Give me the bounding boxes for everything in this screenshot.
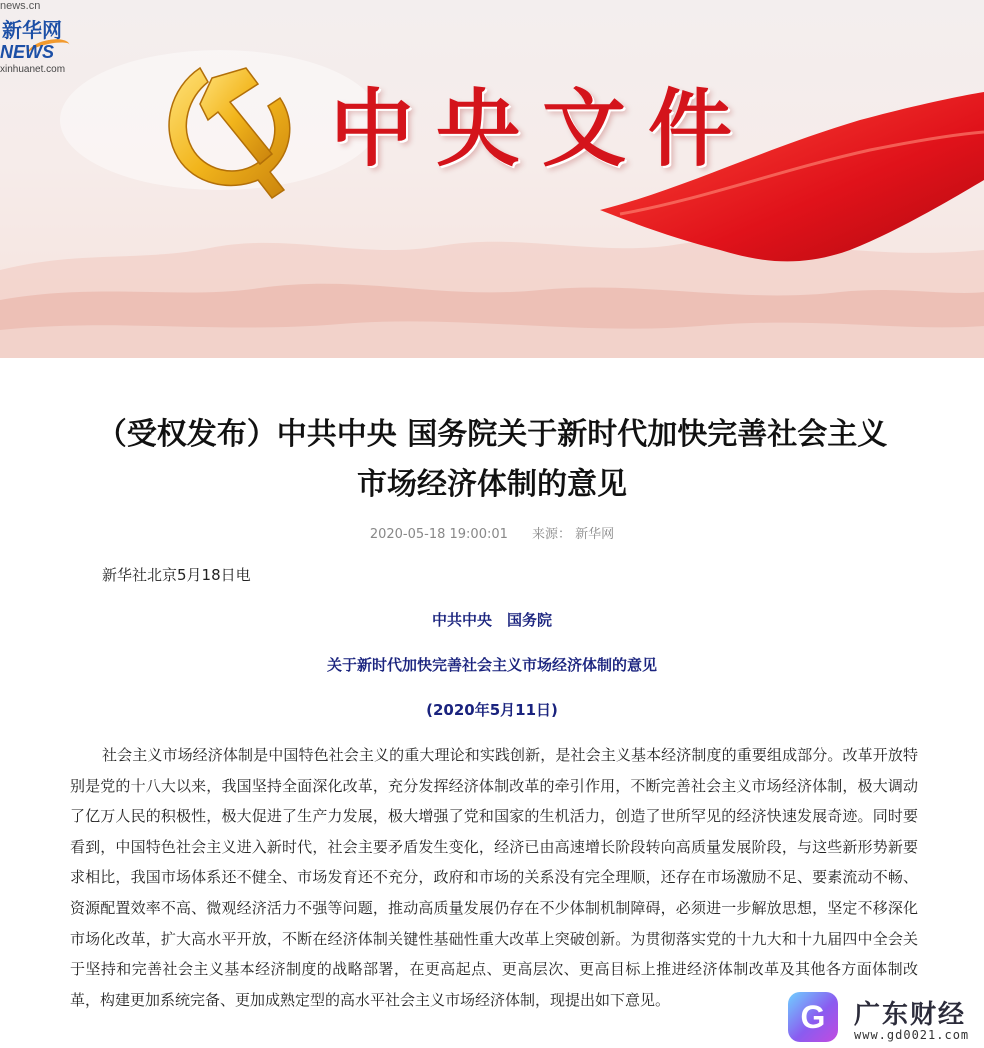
watermark-url: www.gd0021.com — [854, 1028, 970, 1042]
article-paragraph: 社会主义市场经济体制是中国特色社会主义的重大理论和实践创新，是社会主义基本经济制度的重要组成部分。改革开放特别是党的十八大以来，我国坚持全面深化改革，充分发挥经济体制改革的牵引作用，不断完善社会主义市场经济体制，极大调动了亿万人民的积极性，极大促进了生产力发展，极大增强了党和国家的生机活力，创造了世所罕见的经济快速发展奇迹。同时要看到，中国特色社会主义进入新时代，社会主要矛盾发生变化，经济已由高速增长阶段转向高质量发展阶段，与这些新形势新要求相比，我国市场体系还不健全、市场发育还不充分，政府和市场的关系没有完全理顺，还存在市场激励不足、要素流动不畅、资源配置效率不高、微观经济活力不强等问题，推动高质量发展仍存在不少体制机制障碍，必须进一步解放思想，坚定不移深化市场化改革，扩大高水平开放，不断在经济体制关键性基础性重大改革上突破创新。为贯彻落实党的十九大和十九届四中全会关于坚持和完善社会主义基本经济制度的战略部署，在更高起点、更高层次、更高目标上推进经济体制改革及其他各方面体制改革，构建更加系统完备、更加成熟定型的高水平社会主义市场经济体制，现提出如下意见。 — [70, 746, 918, 1009]
publish-datetime: 2020-05-18 19:00:01 — [369, 527, 508, 542]
xinhuanet-logo[interactable] — [0, 0, 80, 78]
document-issuer: 中共中央 国务院 — [431, 611, 552, 629]
article-meta — [0, 523, 984, 542]
logo-name-en: NEWS — [0, 42, 54, 62]
gd0021-watermark — [788, 992, 984, 1048]
article-source: 来源： 新华网 — [532, 527, 615, 542]
banner-title: 中央文件 — [330, 79, 755, 178]
article-title-line1: （受权发布）中共中央 国务院关于新时代加快完善社会主义 — [96, 417, 888, 452]
document-date: (2020年5月11日) — [426, 701, 558, 719]
logo-url-bottom: xinhuanet.com — [0, 64, 66, 75]
gd0021-logo-icon: G — [788, 992, 838, 1042]
logo-url-top: news.cn — [0, 0, 41, 12]
header-banner — [0, 0, 984, 358]
dateline: 新华社北京5月18日电 — [102, 566, 251, 584]
article-title-line2: 市场经济体制的意见 — [357, 467, 627, 502]
article-title — [40, 410, 944, 510]
logo-name-cn: 新华网 — [2, 18, 62, 42]
watermark-name: 广东财经 — [854, 1000, 967, 1030]
document-title: 关于新时代加快完善社会主义市场经济体制的意见 — [326, 656, 657, 674]
